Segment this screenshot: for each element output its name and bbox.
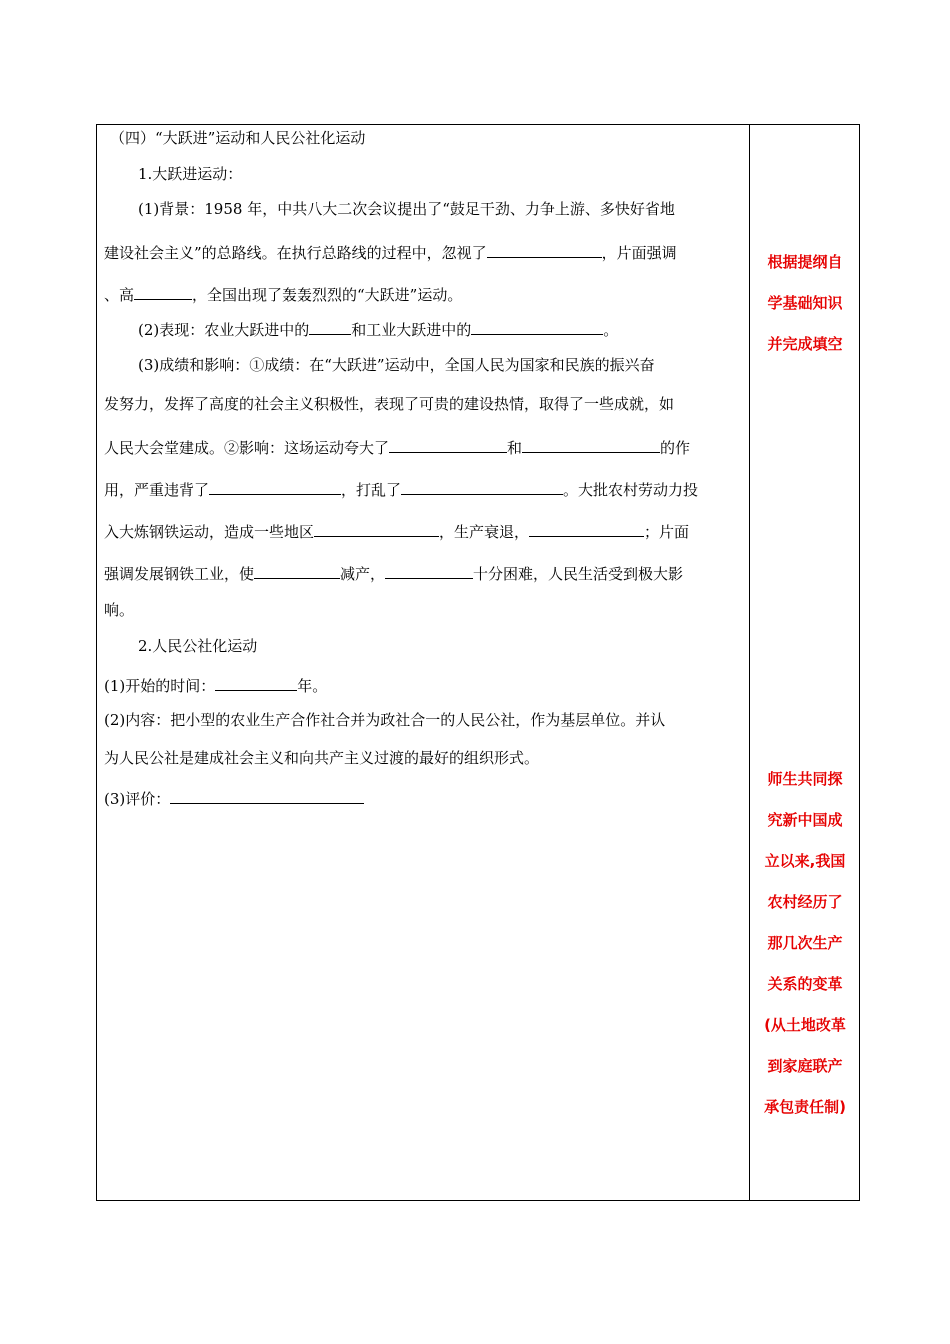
fill-blank[interactable]: [215, 674, 297, 691]
performance-text: (2)表现：农业大跃进中的: [138, 321, 310, 339]
effect-line-2: 发努力，发挥了高度的社会主义积极性，表现了可贵的建设热情，取得了一些成就，如: [104, 395, 675, 413]
performance-line: [138, 318, 618, 341]
great-leap-title: 1.大跃进运动：: [138, 165, 243, 183]
effect-text: ；片面: [644, 523, 690, 541]
evaluation-line: [104, 787, 364, 810]
effect-text: 的作: [660, 439, 691, 457]
background-text: ，片面强调: [601, 244, 677, 262]
side-note-line: 关系的变革: [767, 975, 843, 993]
side-note-line: 师生共同探: [767, 770, 843, 788]
side-note-line: (从土地改革: [764, 1016, 846, 1034]
effect-line-5: [104, 520, 689, 543]
effect-text: 和: [507, 439, 523, 457]
start-time-line: [104, 674, 327, 697]
effect-line-3: [104, 436, 690, 459]
side-note-line: 到家庭联产: [767, 1057, 843, 1075]
side-note-line: 究新中国成: [767, 811, 843, 829]
effect-text: ，打乱了: [341, 481, 402, 499]
column-divider: [749, 124, 750, 1201]
background-text: ，全国出现了轰轰烈烈的“大跃进”运动。: [192, 286, 463, 304]
fill-blank[interactable]: [385, 562, 473, 579]
effect-text: 人民大会堂建成。②影响：这场运动夸大了: [104, 439, 390, 457]
fill-blank[interactable]: [389, 436, 507, 453]
effect-text: 入大炼钢铁运动，造成一些地区: [104, 523, 315, 541]
fill-blank[interactable]: [522, 436, 660, 453]
fill-blank[interactable]: [487, 241, 602, 258]
fill-blank[interactable]: [401, 478, 563, 495]
side-note-line: 学基础知识: [767, 294, 843, 312]
effect-text: 。大批农村劳动力投: [563, 481, 699, 499]
fill-blank[interactable]: [309, 318, 351, 335]
side-note-line: 承包责任制): [764, 1098, 846, 1116]
fill-blank[interactable]: [254, 562, 340, 579]
fill-blank[interactable]: [134, 283, 192, 300]
fill-blank[interactable]: [471, 318, 603, 335]
start-time-text: 年。: [297, 677, 328, 695]
performance-text: 和工业大跃进中的: [351, 321, 472, 339]
effect-line-4: [104, 478, 698, 501]
background-line-1: (1)背景：1958 年，中共八大二次会议提出了“鼓足干劲、力争上游、多快好省地: [138, 200, 675, 218]
side-note-discussion: [752, 759, 858, 1128]
effect-text: 十分困难，人民生活受到极大影: [473, 565, 684, 583]
effect-text: 用，严重违背了: [104, 481, 210, 499]
background-text: 建设社会主义”的总路线。在执行总路线的过程中，忽视了: [104, 244, 487, 262]
performance-text: 。: [603, 321, 619, 339]
effect-text: ，生产衰退，: [439, 523, 530, 541]
side-note-self-study: [752, 242, 858, 365]
start-time-text: (1)开始的时间：: [104, 677, 216, 695]
side-note-line: 并完成填空: [767, 335, 843, 353]
effect-text: 减产，: [340, 565, 386, 583]
effect-line-1: (3)成绩和影响：①成绩：在“大跃进”运动中，全国人民为国家和民族的振兴奋: [138, 356, 655, 374]
section-heading: （四）“大跃进”运动和人民公社化运动: [110, 129, 366, 147]
fill-blank[interactable]: [529, 520, 644, 537]
effect-text: 强调发展钢铁工业，使: [104, 565, 255, 583]
fill-blank[interactable]: [170, 787, 364, 804]
fill-blank[interactable]: [209, 478, 341, 495]
content-line-2: 为人民公社是建成社会主义和向共产主义过渡的最好的组织形式。: [104, 749, 540, 767]
commune-title: 2.人民公社化运动: [138, 637, 258, 655]
side-note-line: 农村经历了: [767, 893, 843, 911]
content-line-1: (2)内容：把小型的农业生产合作社合并为政社合一的人民公社，作为基层单位。并认: [104, 711, 666, 729]
side-note-line: 根据提纲自: [767, 253, 843, 271]
background-line-2: [104, 241, 677, 264]
fill-blank[interactable]: [314, 520, 439, 537]
evaluation-text: (3)评价：: [104, 790, 171, 808]
side-note-line: 那几次生产: [767, 934, 843, 952]
background-line-3: [104, 283, 462, 306]
side-note-line: 立以来,我国: [764, 852, 846, 870]
background-text: 、高: [104, 286, 135, 304]
effect-line-7: 响。: [104, 601, 135, 619]
effect-line-6: [104, 562, 683, 585]
